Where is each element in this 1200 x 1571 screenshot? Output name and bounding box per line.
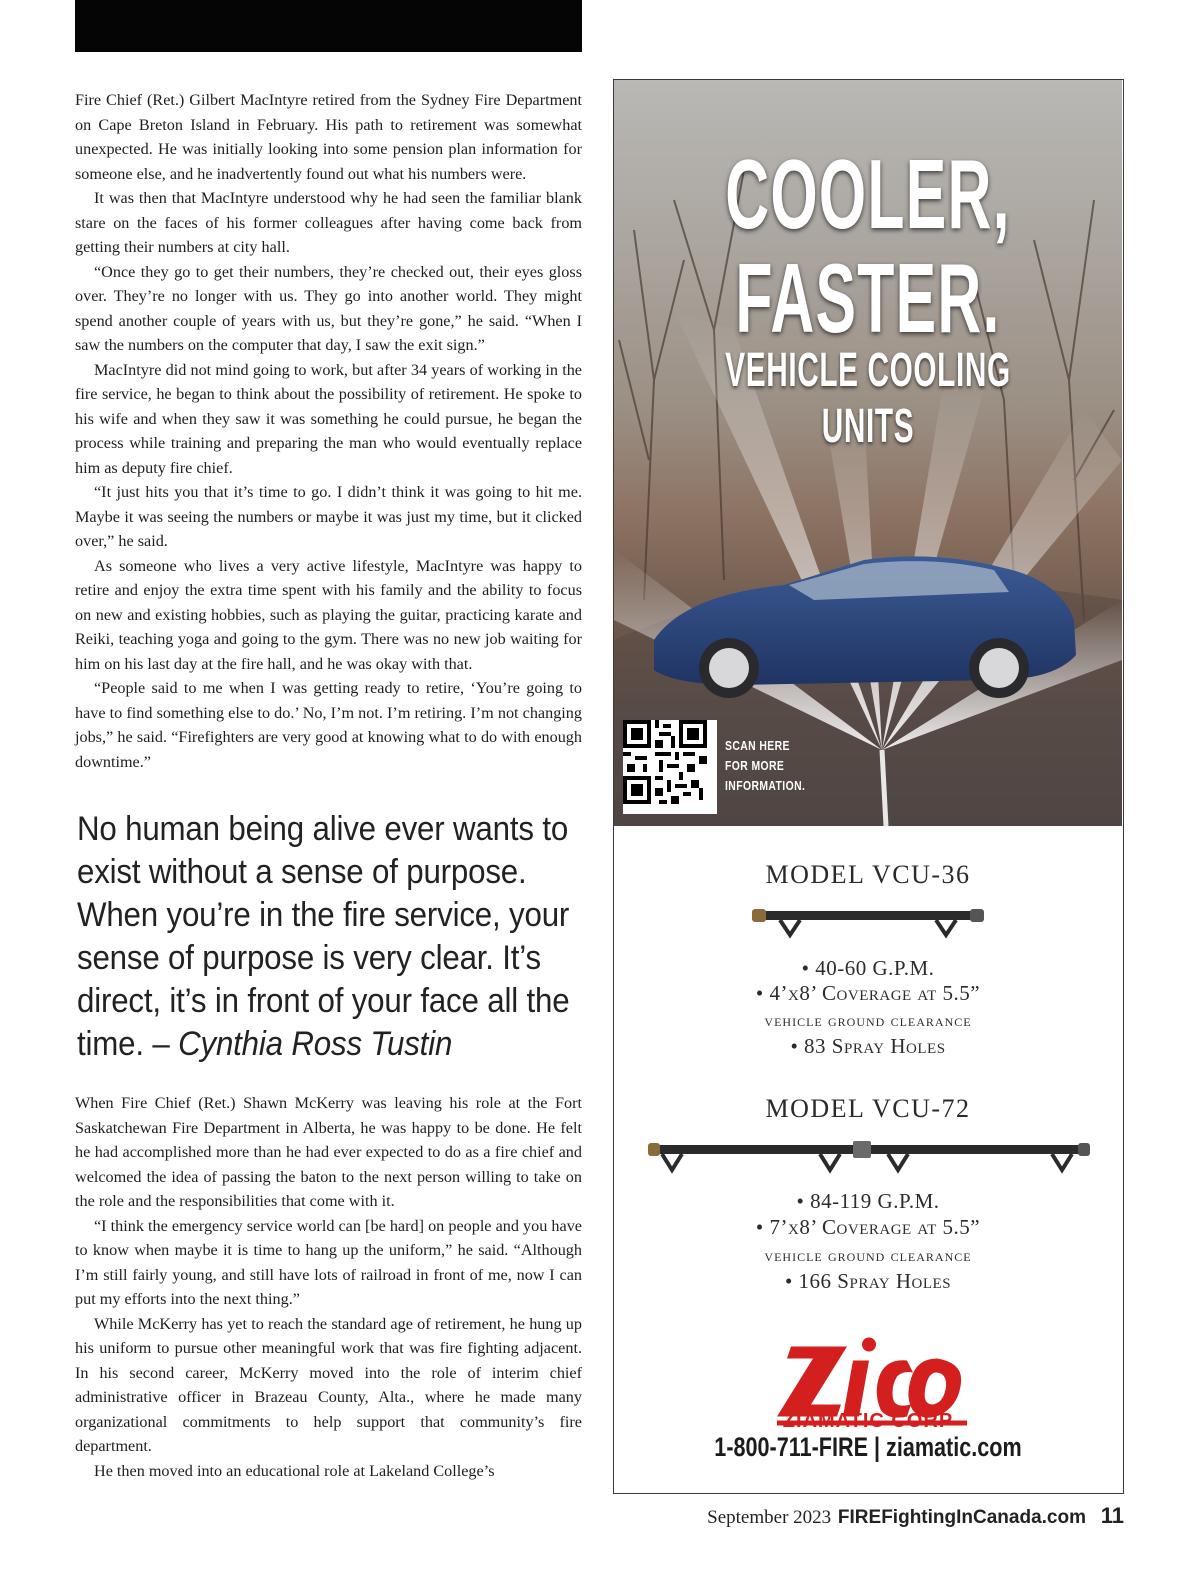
paragraph: “It just hits you that it’s time to go. I didn’t think it was going to hit me. Maybe it was seeing the numbers or maybe it was just my time, but it clicked over,” he said. bbox=[75, 483, 582, 550]
article-column-top bbox=[75, 88, 582, 774]
paragraph: He then moved into an educational role at Lakeland College’s bbox=[94, 1461, 495, 1480]
page-number: 11 bbox=[1100, 1503, 1124, 1528]
paragraph: “I think the emergency service world can [be hard] on people and you have to know when maybe it is time to hang up the uniform,” he said. “Although I’m still fairly young, and still have lots of railroad in front of me, now I can put my efforts into the next thing.” bbox=[75, 1216, 582, 1308]
model-1-title: MODEL VCU-36 bbox=[765, 860, 971, 889]
model-2-title: MODEL VCU-72 bbox=[765, 1094, 971, 1123]
ad-headline-2: FASTER. bbox=[735, 243, 1001, 353]
company-name: ZIAMATIC CORP bbox=[782, 1410, 954, 1432]
site-link[interactable]: FIREFightingInCanada.com bbox=[837, 1507, 1086, 1528]
paragraph: It was then that MacIntyre understood why he had seen the familiar blank stare on the faces of his former colleagues after having come back from getting their numbers at city hall. bbox=[75, 189, 582, 256]
car-icon bbox=[654, 556, 1076, 698]
ad-subheadline: VEHICLE COOLING UNITS bbox=[725, 344, 1011, 453]
model-1-spec-clearance: vehicle ground clearance bbox=[764, 1011, 972, 1030]
qr-code-icon[interactable] bbox=[623, 720, 717, 814]
qr-pattern bbox=[623, 720, 707, 804]
page-footer bbox=[707, 1503, 1124, 1529]
paragraph: While McKerry has yet to reach the standard age of retirement, he hung up his uniform to pursue other meaningful work that was fire fighting adjacent. In his second career, McKerry moved into the role of interim chief administrative officer in Brazeau County, Alta., where he made many organizational commitments to help support that community’s fire department. bbox=[75, 1314, 582, 1455]
qr-caption: SCAN HERE FOR MORE INFORMATION. bbox=[725, 738, 806, 793]
model-1-spec-flow: • 40-60 G.P.M. bbox=[801, 956, 935, 980]
pull-quote-text: No human being alive ever wants to exist without a sense of purpose. When you’re in the fire service, your sense of purpose is very clear. It’s direct, it’s in front of your face all the time. – bbox=[77, 810, 570, 1063]
article-column-bottom bbox=[75, 1091, 582, 1483]
paragraph: When Fire Chief (Ret.) Shawn McKerry was leaving his role at the Fort Saskatchewan Fire Department in Alberta, he was happy to be done. He felt he had accomplished more than he had ever expected to do as a fire chief and welcomed the idea of passing the baton to the next person willing to take on the role and the responsibilities that come with it. bbox=[75, 1094, 582, 1210]
paragraph: “Once they go to get their numbers, they’re checked out, their eyes gloss over. They’re no longer with us. They go into another world. They might spend another couple of years with us, but they’re gone,” he said. “When I saw the numbers on the computer that day, I saw the exit sign.” bbox=[75, 262, 582, 354]
pull-quote bbox=[77, 808, 588, 1066]
pull-quote-attribution: Cynthia Ross Tustin bbox=[178, 1025, 453, 1063]
model-1-spec-holes: • 83 Spray Holes bbox=[790, 1034, 946, 1058]
advertisement[interactable] bbox=[613, 79, 1124, 1494]
vcu36-pipe-icon bbox=[752, 905, 984, 939]
model-2-spec-flow: • 84-119 G.P.M. bbox=[796, 1189, 940, 1213]
paragraph: “People said to me when I was getting ready to retire, ‘You’re going to have to find something else to do.’ No, I’m not. I’m retiring. I’m not changing jobs,” he said. “Firefighters are very good at knowing what to do with enough downtime.” bbox=[75, 679, 582, 771]
paragraph: Fire Chief (Ret.) Gilbert MacIntyre retired from the Sydney Fire Department on Cape Breton Island in February. His path to retirement was somewhat unexpected. He was initially looking into some pension plan information for someone else, and he inadvertently found out what his numbers were. bbox=[75, 91, 582, 183]
model-2-spec-holes: • 166 Spray Holes bbox=[784, 1269, 952, 1293]
paragraph: MacIntyre did not mind going to work, but after 34 years of working in the fire service, he began to think about the possibility of retirement. He spoke to his wife and when they saw it was something he could pursue, he began the process while training and preparing the man who would eventually replace him as deputy fire chief. bbox=[75, 360, 582, 477]
paragraph: As someone who lives a very active lifestyle, MacIntyre was happy to retire and enjoy the extra time spent with his family and the ability to focus on new and existing hobbies, such as playing the guitar, practicing karate and Reiki, teaching yoga and going to the gym. There was no new job waiting for him on his last day at the fire hall, and he was okay with that. bbox=[75, 556, 582, 673]
ad-headline-1: COOLER, bbox=[725, 139, 1011, 249]
vcu72-pipe-icon bbox=[648, 1138, 1090, 1176]
model-2-spec-coverage: • 7’x8’ Coverage at 5.5” bbox=[755, 1215, 981, 1239]
contact-line[interactable]: 1-800-711-FIRE | ziamatic.com bbox=[714, 1432, 1022, 1462]
model-2-spec-clearance: vehicle ground clearance bbox=[764, 1246, 972, 1265]
model-1-spec-coverage: • 4’x8’ Coverage at 5.5” bbox=[755, 981, 981, 1005]
issue-date: September 2023 bbox=[707, 1507, 832, 1528]
header-bar bbox=[75, 0, 582, 52]
ad-photo-car-spray bbox=[614, 80, 1122, 826]
